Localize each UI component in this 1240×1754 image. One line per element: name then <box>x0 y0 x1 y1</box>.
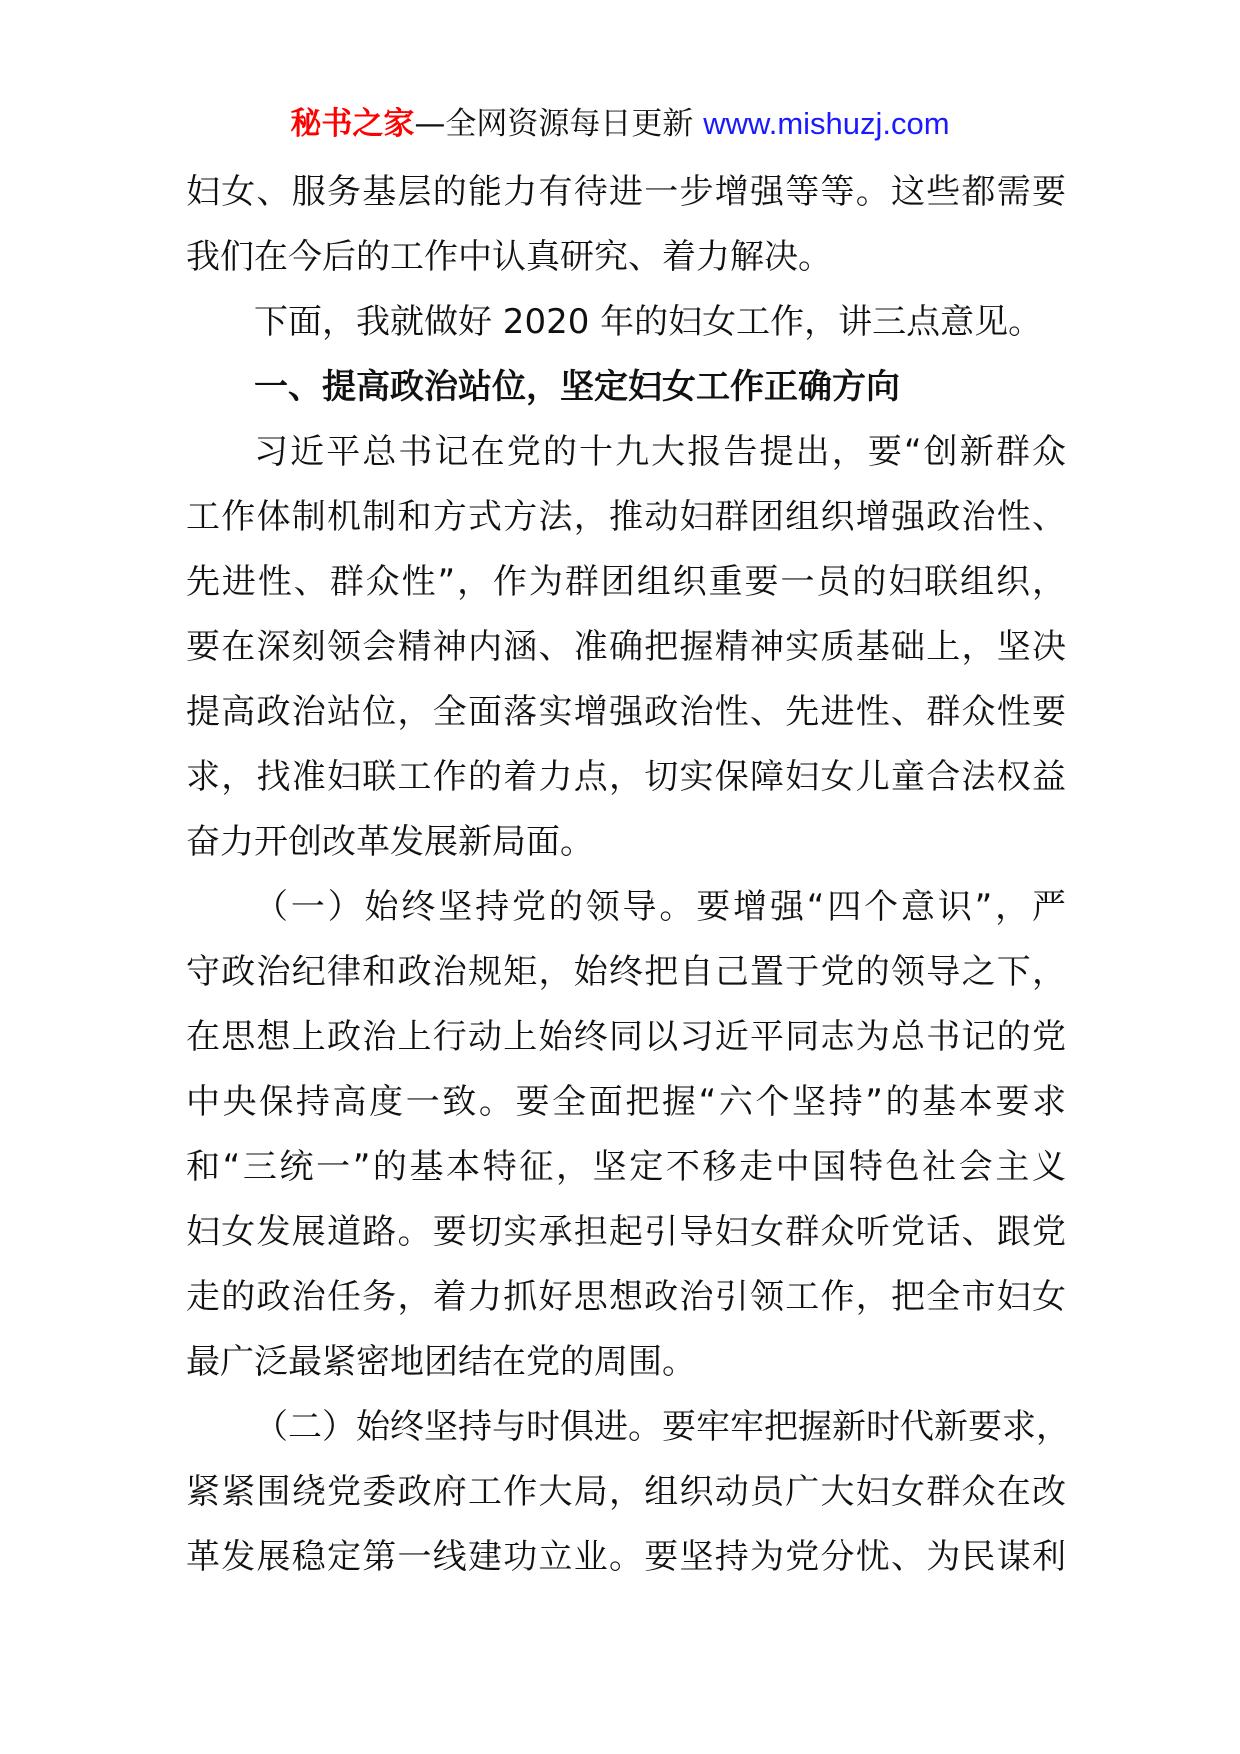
text-line: 先进性、群众性”，作为群团组织重要一员的妇联组织， <box>186 562 1066 602</box>
site-header <box>0 100 1240 148</box>
text-line: 提高政治站位，全面落实增强政治性、先进性、群众性要 <box>186 692 1066 732</box>
text-line: （一）始终坚持党的领导。要增强“四个意识”，严 <box>254 887 1066 927</box>
document-body <box>186 160 1070 1590</box>
text-line: 我们在今后的工作中认真研究、着力解决。 <box>186 237 832 277</box>
text-line: 走的政治任务，着力抓好思想政治引领工作，把全市妇女 <box>186 1277 1066 1317</box>
site-url-link[interactable]: www.mishuzj.com <box>703 106 950 141</box>
text-line: 在思想上政治上行动上始终同以习近平同志为总书记的党 <box>186 1017 1066 1057</box>
text-line: 工作体制机制和方式方法，推动妇群团组织增强政治性、 <box>186 497 1066 537</box>
paragraph <box>186 160 1066 290</box>
section-heading <box>186 355 1066 420</box>
text-line: 和“三统一”的基本特征，坚定不移走中国特色社会主义 <box>186 1147 1066 1187</box>
text-line: 妇女发展道路。要切实承担起引导妇女群众听党话、跟党 <box>186 1212 1066 1252</box>
paragraph <box>186 290 1066 355</box>
text-line: 紧紧围绕党委政府工作大局，组织动员广大妇女群众在改 <box>186 1472 1066 1512</box>
paragraph <box>186 1395 1070 1590</box>
paragraph <box>186 420 1066 875</box>
heading-text: 一、提高政治站位，坚定妇女工作正确方向 <box>254 367 900 407</box>
text-line: 最广泛最紧密地团结在党的周围。 <box>186 1342 696 1382</box>
text-line: 革发展稳定第一线建功立业。要坚持为党分忧、为民谋利 <box>186 1537 1066 1577</box>
paragraph <box>186 875 1066 1395</box>
text-line: 要在深刻领会精神内涵、准确把握精神实质基础上，坚决 <box>186 627 1066 667</box>
text-line: 奋力开创改革发展新局面。 <box>186 822 594 862</box>
text-line: 守政治纪律和政治规矩，始终把自己置于党的领导之下， <box>186 952 1066 992</box>
header-tagline: —全网资源每日更新 <box>414 106 704 142</box>
text-line: 习近平总书记在党的十九大报告提出，要“创新群众 <box>254 432 1066 472</box>
text-line: （二）始终坚持与时俱进。要牢牢把握新时代新要求， <box>254 1407 1070 1447</box>
text-line: 中央保持高度一致。要全面把握“六个坚持”的基本要求 <box>186 1082 1066 1122</box>
text-line: 妇女、服务基层的能力有待进一步增强等等。这些都需要 <box>186 172 1066 212</box>
text-line: 求，找准妇联工作的着力点，切实保障妇女儿童合法权益 <box>186 757 1066 797</box>
text-line: 下面，我就做好 2020 年的妇女工作，讲三点意见。 <box>254 302 1043 342</box>
brand-name: 秘书之家 <box>290 106 415 142</box>
